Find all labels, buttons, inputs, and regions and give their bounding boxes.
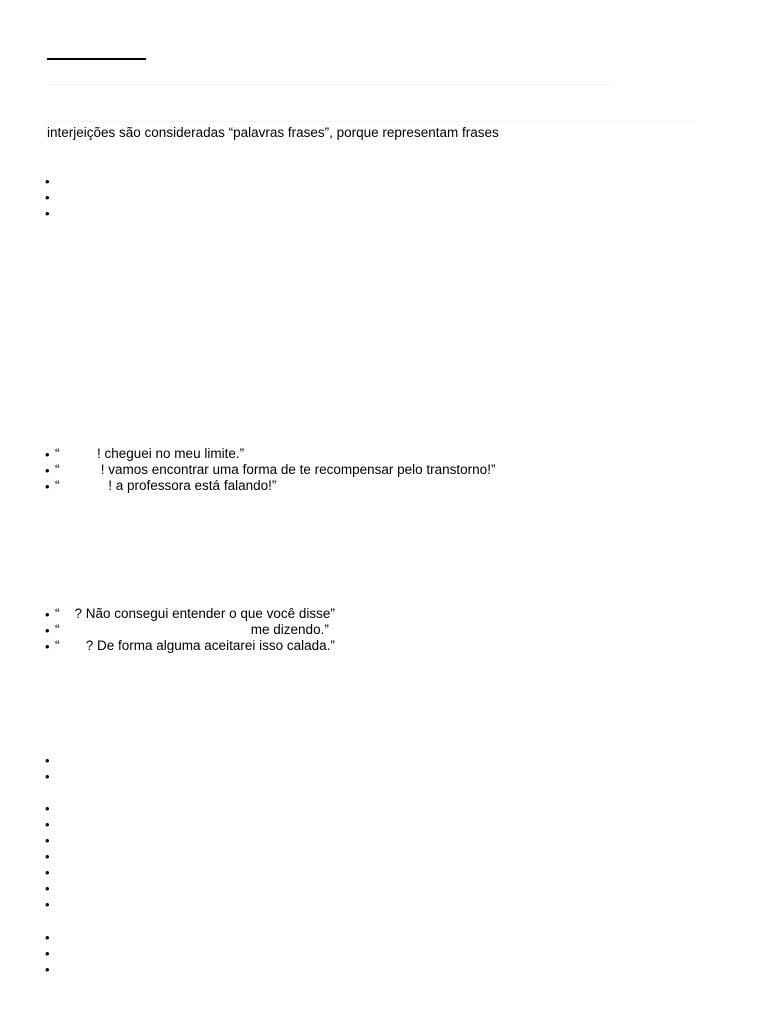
list-bullet: • xyxy=(45,817,50,832)
list-bullet: • xyxy=(45,607,50,622)
list-bullet: • xyxy=(45,930,50,945)
title-underline xyxy=(47,58,146,60)
list-item: “ ! vamos encontrar uma forma de te recompensar pelo transtorno!” xyxy=(55,462,496,477)
list-item: “ me dizendo.” xyxy=(55,622,329,637)
list-bullet: • xyxy=(45,769,50,784)
list-bullet: • xyxy=(45,639,50,654)
list-bullet: • xyxy=(45,946,50,961)
list-bullet: • xyxy=(45,463,50,478)
list-item: “ ? Não consegui entender o que você disse” xyxy=(55,606,335,621)
list-bullet: • xyxy=(45,174,50,189)
faint-divider xyxy=(47,121,697,122)
list-bullet: • xyxy=(45,206,50,221)
list-item: “ ! cheguei no meu limite.” xyxy=(55,446,245,461)
list-bullet: • xyxy=(45,849,50,864)
list-bullet: • xyxy=(45,190,50,205)
list-bullet: • xyxy=(45,833,50,848)
faint-divider xyxy=(47,84,612,85)
list-bullet: • xyxy=(45,801,50,816)
list-bullet: • xyxy=(45,479,50,494)
intro-paragraph: interjeições são consideradas “palavras frases”, porque representam frases xyxy=(47,125,499,140)
list-item: “ ? De forma alguma aceitarei isso calada.” xyxy=(55,638,335,653)
list-bullet: • xyxy=(45,753,50,768)
list-item: “ ! a professora está falando!” xyxy=(55,478,277,493)
list-bullet: • xyxy=(45,881,50,896)
list-bullet: • xyxy=(45,623,50,638)
list-bullet: • xyxy=(45,897,50,912)
list-bullet: • xyxy=(45,962,50,977)
list-bullet: • xyxy=(45,447,50,462)
list-bullet: • xyxy=(45,865,50,880)
